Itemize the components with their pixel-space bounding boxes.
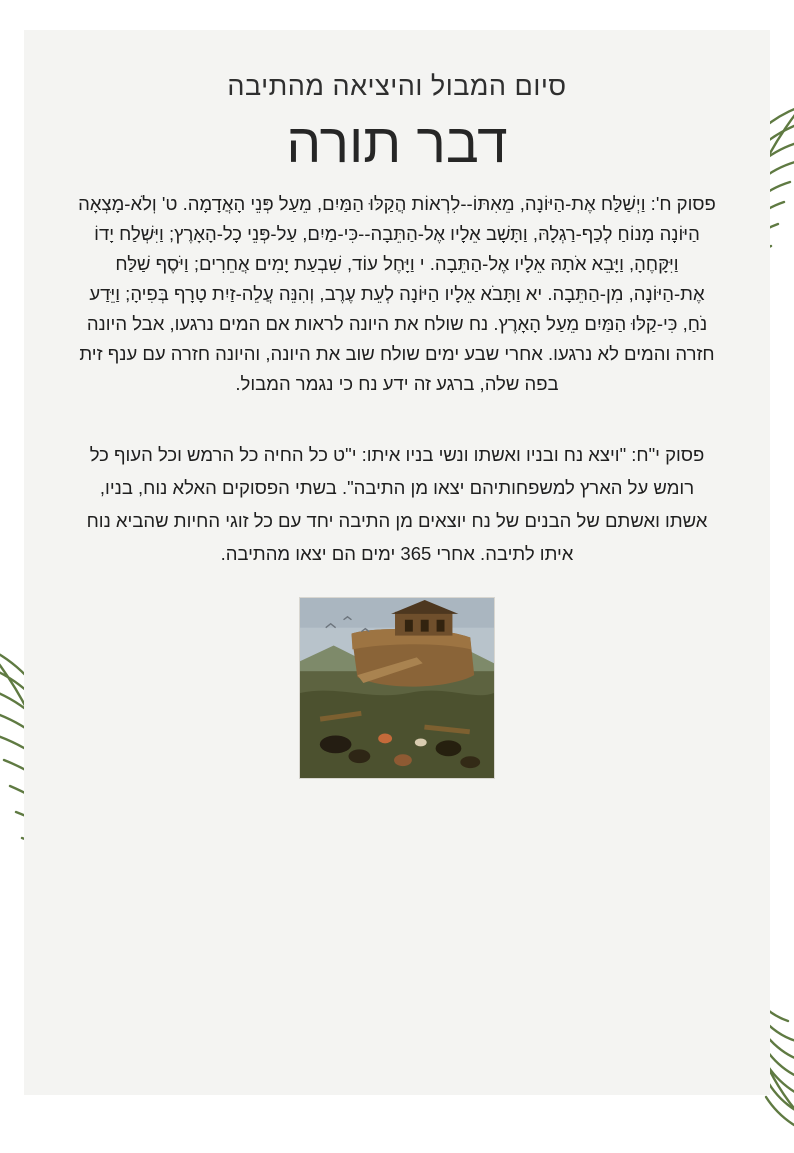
verse-paragraph-1: פסוק ח': וַיְשַׁלַּח אֶת-הַיּוֹנָה, מֵאִתּוֹ--לִרְאוֹת הֲקַלּוּ הַמַּיִם, מֵעַל פְּנֵי הָאֲדָמָה. ט' וְלֹא-מָצְאָה הַיּוֹנָה מָנוֹחַ לְכַף-רַגְלָהּ, וַתָּשָׁב אֵלָיו אֶל-הַתֵּבָה--כִּי-מַיִם, עַל-פְּנֵי כָל-הָאָרֶץ; וַיִּשְׁלַח יָדוֹ וַיִּקָּחֶהָ, וַיָּבֵא אֹתָהּ אֵלָיו אֶל-הַתֵּבָה. י וַיָּחֶל עוֹד, שִׁבְעַת יָמִים אֲחֵרִים; וַיֹּסֶף שַׁלַּח אֶת-הַיּוֹנָה, מִן-הַתֵּבָה. יא וַתָּבֹא אֵלָיו הַיּוֹנָה לְעֵת עֶרֶב, וְהִנֵּה עֲלֵה-זַיִת טָרָף בְּפִיהָ; וַיֵּדַע נֹחַ, כִּי-קַלּוּ הַמַּיִם מֵעַל הָאָרֶץ. נח שולח את היונה לראות אם המים נרגעו, אבל היונה חזרה והמים לא נרגעו. אחרי שבע ימים שולח שוב את היונה, והיונה חזרה עם ענף זית בפה שלה, ברגע זה ידע נח כי נגמר המבול. bbox=[78, 193, 716, 394]
page-title: דבר תורה bbox=[286, 111, 508, 174]
noahs-ark-painting bbox=[299, 597, 495, 779]
verse-paragraph-2: פסוק י"ח: "ויצא נח ובניו ואשתו ונשי בניו איתו: י"ט כל החיה כל הרמש וכל העוף כל רומש על הארץ למשפחותיהם יצאו מן התיבה". בשתי הפסוקים האלא נוח, בניו, אשתו ואשתם של הבנים של נח יוצאים מן התיבה יחד עם כל זוגי החיות שהביא נוח איתו לתיבה. אחרי 365 ימים הם יצאו מהתיבה. bbox=[86, 443, 708, 564]
figure-container bbox=[299, 597, 495, 779]
page-subtitle: סיום המבול והיציאה מהתיבה bbox=[227, 71, 567, 101]
document-content bbox=[24, 30, 770, 1095]
